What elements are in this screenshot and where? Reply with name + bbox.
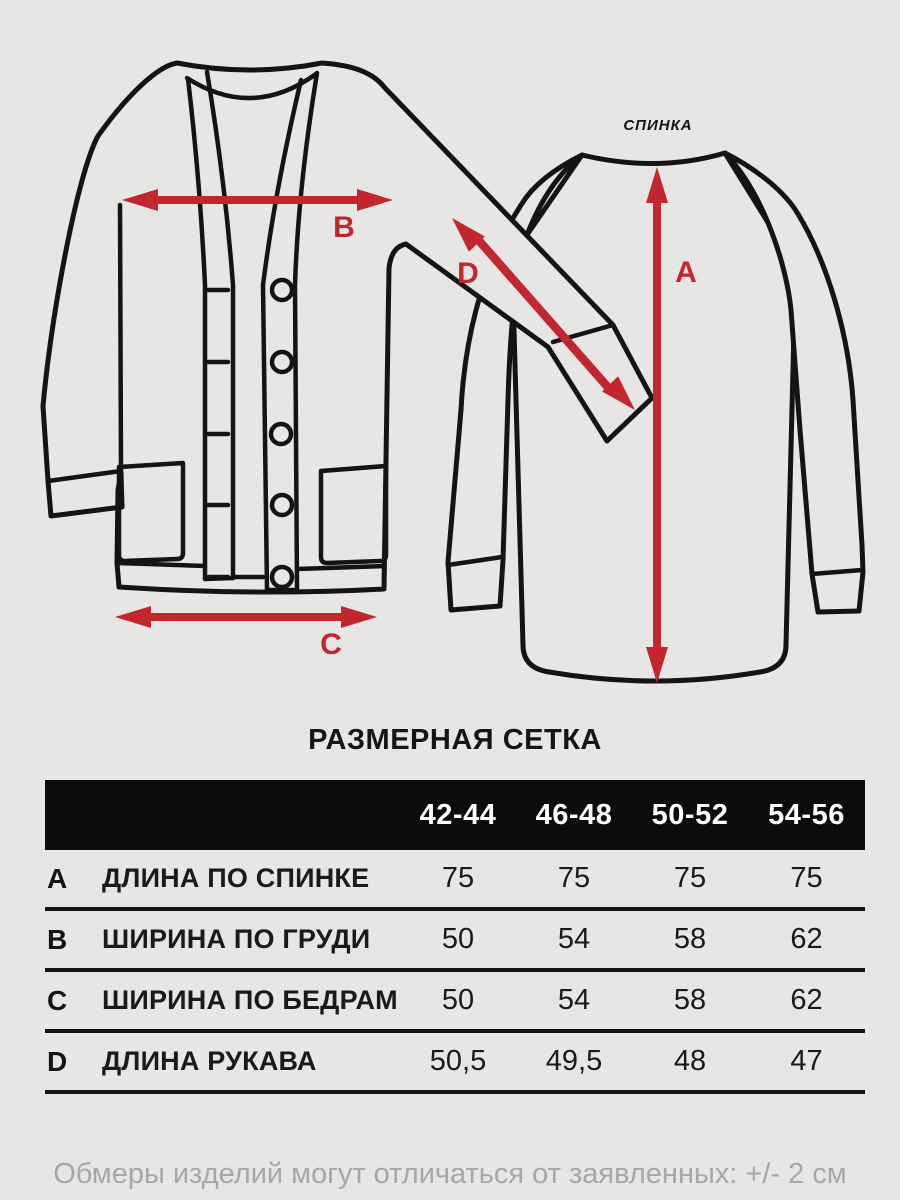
row-label: ШИРИНА ПО БЕДРАМ — [102, 985, 398, 1015]
row-value: 62 — [790, 923, 823, 955]
button-icon — [272, 352, 292, 372]
row-value: 54 — [557, 984, 591, 1016]
table-row — [45, 1033, 865, 1094]
row-value: 75 — [441, 862, 475, 894]
arrow-label-d: D — [457, 257, 479, 290]
row-value: 50,5 — [429, 1045, 487, 1077]
button-icon — [272, 280, 292, 300]
row-letter: B — [47, 923, 68, 955]
size-column-header: 42-44 — [419, 798, 497, 831]
row-value: 48 — [673, 1045, 707, 1077]
size-table-header — [45, 780, 865, 850]
tolerance-note: Обмеры изделий могут отличаться от заявленных: +/- 2 см — [53, 1158, 847, 1190]
row-value: 47 — [790, 1045, 823, 1077]
cardigan-left-inner-edge — [120, 205, 121, 473]
size-column-header: 46-48 — [535, 798, 613, 831]
back-body-outline — [511, 153, 794, 681]
size-table — [45, 780, 865, 1094]
row-value: 75 — [790, 862, 823, 894]
cardigan-hem-line-left — [118, 563, 205, 566]
row-value: 75 — [673, 862, 707, 894]
row-value: 58 — [673, 923, 707, 955]
size-column-header: 54-56 — [768, 798, 845, 831]
row-value: 75 — [557, 862, 591, 894]
cardigan-hem-line-right — [297, 566, 384, 569]
row-value: 50 — [441, 923, 475, 955]
row-label: ШИРИНА ПО ГРУДИ — [102, 924, 371, 954]
arrow-label-c: C — [320, 628, 342, 661]
size-column-header: 50-52 — [651, 798, 729, 831]
size-chart-title: РАЗМЕРНАЯ СЕТКА — [308, 724, 602, 756]
row-value: 49,5 — [545, 1045, 603, 1077]
button-icon — [271, 424, 291, 444]
row-letter: A — [47, 862, 68, 894]
table-row — [45, 850, 865, 911]
table-row — [45, 972, 865, 1033]
row-value: 54 — [557, 923, 591, 955]
measure-arrow-c-icon — [115, 606, 377, 628]
row-letter: D — [47, 1045, 68, 1077]
size-chart — [45, 720, 865, 1094]
button-icon — [272, 567, 292, 587]
row-label: ДЛИНА РУКАВА — [102, 1046, 317, 1076]
row-label: ДЛИНА ПО СПИНКЕ — [102, 863, 370, 893]
back-view-caption: СПИНКА — [623, 117, 693, 134]
button-icon — [272, 495, 292, 515]
row-letter: C — [47, 984, 68, 1016]
row-value: 62 — [790, 984, 823, 1016]
arrow-label-a: A — [675, 256, 697, 289]
arrow-label-b: B — [333, 211, 355, 244]
row-value: 50 — [441, 984, 475, 1016]
row-value: 58 — [673, 984, 707, 1016]
table-row — [45, 911, 865, 972]
